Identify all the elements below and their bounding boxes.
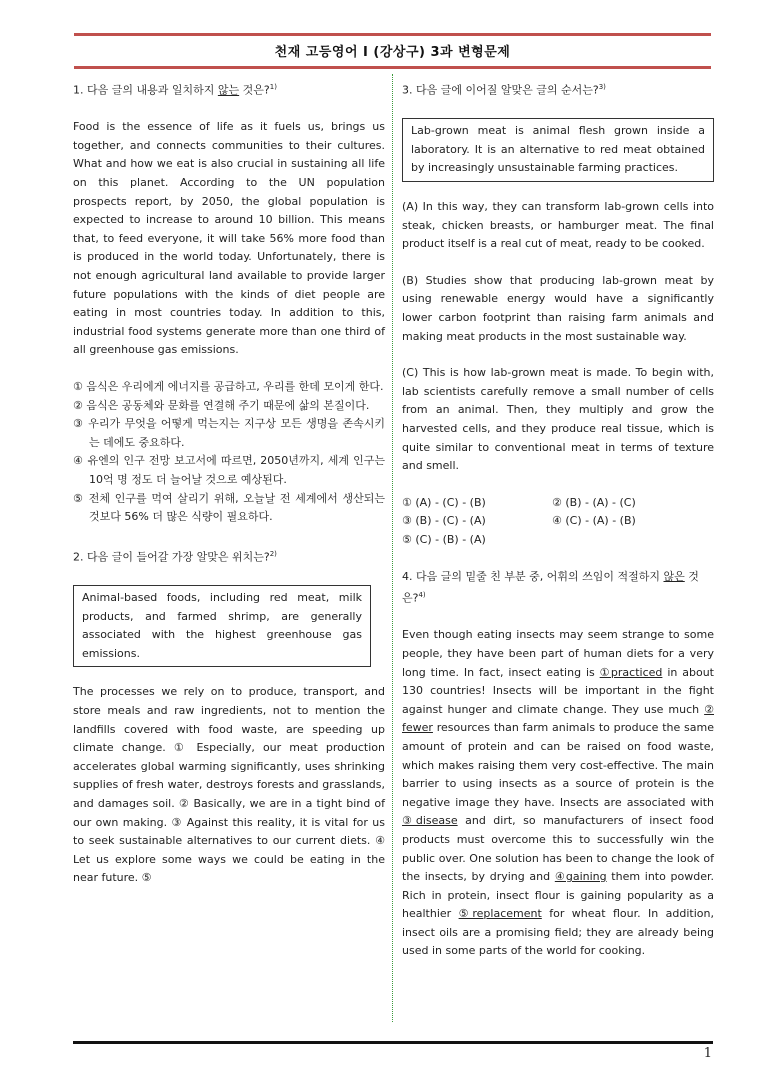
page-number: 1 [703,1046,712,1061]
q1-choice-1[interactable]: ① 음식은 우리에게 에너지를 공급하고, 우리를 한데 모이게 한다. [73,379,384,393]
q2-passage: The processes we rely on to produce, transport, and store meals and raw ingredients, not to mention the landfills covered with food waste, are speeding up climate change. ① Especially, our meat production accelerates global warming significantly, uses shrinking supplies of fresh water, destroys forests and grasslands, and damages soil. ② Basically, we are in a tight bind of our own making. ③ Against this reality, it is vital for us to seek sustainable alternatives to our current diets. ④ Let us explore some ways we could be eating in the near future. ⑤ [73,685,385,885]
q4-prompt: 4. 다음 글의 밑줄 친 부분 중, 어휘의 쓰임이 적절하지 않은 것은?$^{4)}$ [402,569,699,605]
q3-given-box: Lab-grown meat is animal flesh grown inside a laboratory. It is an alternative to red meat obtained by increasingly unsustainable farming practices. [402,118,714,182]
q4-underline-3: ③disease [402,814,458,828]
q3-prompt: 3. 다음 글에 이어질 알맞은 글의 순서는?$^{3)}$ [402,83,606,97]
q4-underline-1: ①practiced [599,665,663,679]
q4-underline-5: ⑤replacement [458,907,542,921]
header-bottom-rule [74,66,711,69]
q1-choices [73,378,385,527]
q3-paragraph-b: (B) Studies show that producing lab-grown meat by using renewable energy would have a significantly lower carbon footprint than raising farm animals and making meat products in the most sustainable way. [402,273,714,343]
column-divider [392,74,393,1022]
q1-choice-2[interactable]: ② 음식은 공동체와 문화를 연결해 주기 때문에 삶의 본질이다. [73,398,370,412]
q1-choice-4[interactable]: ④ 유엔의 인구 전망 보고서에 따르면, 2050년까지, 세계 인구는 10억 명 정도 더 늘어날 것으로 예상된다. [73,454,385,486]
q1-prompt: 1. 다음 글의 내용과 일치하지 않는 것은?$^{1)}$ [73,83,277,97]
q3-paragraph-c: (C) This is how lab-grown meat is made. To begin with, lab scientists carefully remove a small number of cells from an animal. Then, they multiply and grow the harvested cells, and they produce real tissue, which is quite similar to conventional meat in terms of texture and smell. [402,366,714,473]
q1-choice-5[interactable]: ⑤ 전체 인구를 먹여 살리기 위해, 오늘날 전 세계에서 생산되는 것보다 56% 더 많은 식량이 필요하다. [73,491,385,524]
q2-prompt: 2. 다음 글이 들어갈 가장 알맞은 위치는?$^{2)}$ [73,549,277,564]
q1-passage: Food is the essence of life as it fuels us, brings us together, and connects communities to their cultures. What and how we eat is also crucial in sustaining all life on this planet. According to the UN population prospects report, by 2050, the global population is expected to increase to around 10 billion. This means that, to feed everyone, it will take 56% more food than is produced in the world today. Unfortunately, there is not enough agricultural land available to provide larger future populations with the kinds of diet people are eating in most countries today. In addition to this, industrial food systems generate more than one third of all greenhouse gas emissions. [73,120,385,357]
q2-insert-box: Animal-based foods, including red meat, milk products, and farmed shrimp, are generally associated with the highest greenhouse gas emissions. [73,585,371,667]
q3-options [402,494,714,550]
q3-option-1[interactable]: ① (A) - (C) - (B) [402,495,486,509]
footer-rule [73,1041,713,1044]
q3-option-3[interactable]: ③ (B) - (C) - (A) [402,514,486,528]
q3-paragraph-a: (A) In this way, they can transform lab-grown cells into steak, chicken breasts, or hamburger meat. The final product itself is a real cut of meat, ready to be cooked. [402,200,714,251]
q3-option-4[interactable]: ④ (C) - (A) - (B) [552,514,636,528]
left-column [73,78,385,888]
page-title: 천재 고등영어 I (강상구) 3과 변형문제 [274,45,511,60]
q4-underline-4: ④gaining [554,870,607,884]
right-column [402,78,714,961]
q4-underline-2: ② fewer [402,702,714,735]
q1-choice-3[interactable]: ③ 우리가 무엇을 어떻게 먹는지는 지구상 모든 생명을 존속시키는 데에도 중요하다. [73,417,385,449]
q3-option-5[interactable]: ⑤ (C) - (B) - (A) [402,532,486,546]
q4-passage: Even though eating insects may seem strange to some people, they have been part of human diets for a very long time. In fact, insect eating is ①practiced in about 130 countries! Insects will be important in the fight against hunger and climate change. They use much ② fewer resources than farm animals to produce the same amount of protein and can be raised on food waste, which makes raising them very cost-effective. The main barrier to using insects as a source of protein is the negative image they have. Insects are associated with ③disease and dirt, so manufacturers of insect food products must overcome this to successfully win the public over. One solution has been to change the look of the insects, by drying and ④gaining them into powder. Rich in protein, insect flour is gaining popularity as a healthier ⑤replacement for wheat flour. In addition, insect oils are a promising field; they are already being used in some parts of the world for cooking. [402,628,714,958]
header-top-rule [74,33,711,36]
q3-option-2[interactable]: ② (B) - (A) - (C) [552,495,636,509]
